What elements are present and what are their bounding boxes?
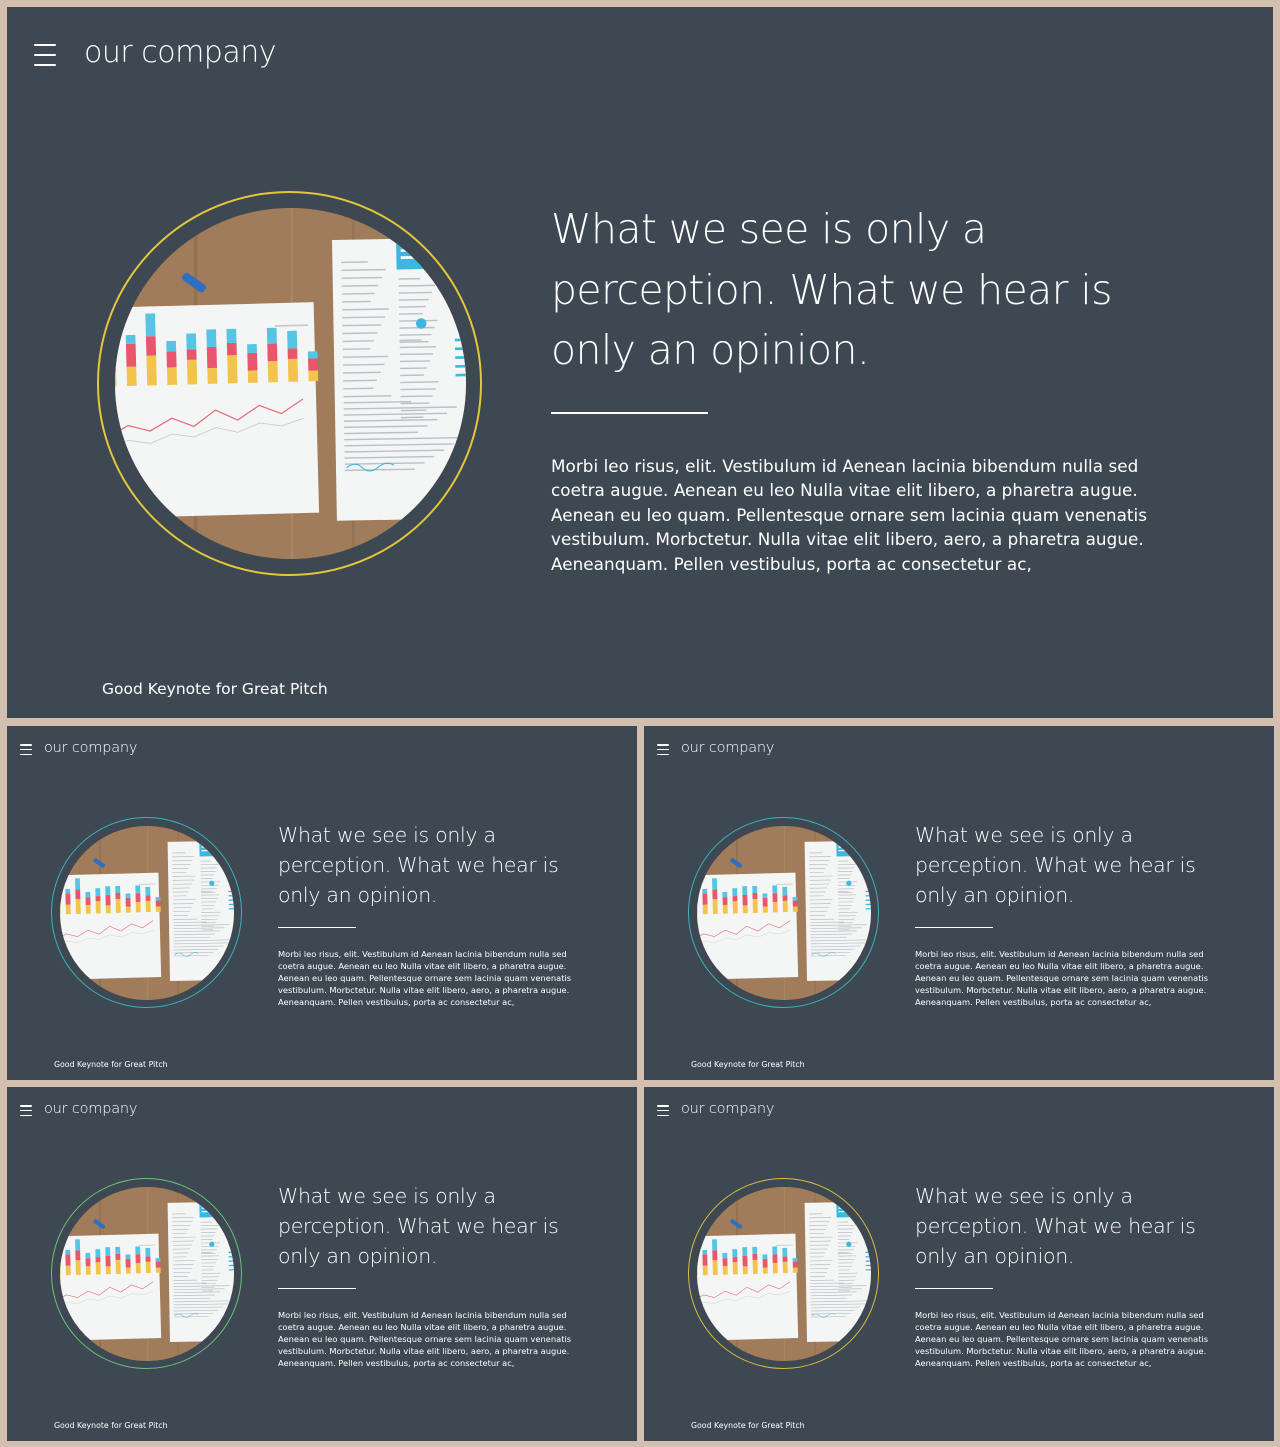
divider-line: [278, 927, 356, 928]
photo-circle: [115, 208, 466, 559]
slide-title: our company: [681, 1101, 775, 1117]
slide-footer: Good Keynote for Great Pitch: [54, 1060, 168, 1069]
slide-headline: What we see is only a perception. What we hear is only an opinion.: [915, 1184, 1196, 1268]
slide-footer: Good Keynote for Great Pitch: [691, 1421, 805, 1430]
hamburger-menu-icon[interactable]: [20, 744, 32, 755]
hamburger-menu-icon[interactable]: [20, 1105, 32, 1116]
photo-circle: [60, 826, 234, 1000]
divider-line: [278, 1288, 356, 1289]
hamburger-menu-icon[interactable]: [657, 1105, 669, 1116]
slide-footer: Good Keynote for Great Pitch: [102, 680, 328, 698]
slide-headline: What we see is only a perception. What we hear is only an opinion.: [915, 823, 1196, 907]
hamburger-menu-icon[interactable]: [657, 744, 669, 755]
slide-thumbnail-1[interactable]: [7, 726, 637, 1080]
slide-body-text: Morbi leo risus, elit. Vestibulum id Aenean lacinia bibendum nulla sed coetra augue. Aenean eu leo Nulla vitae elit libero, a pharetra augue. Aenean eu leo quam. Pellentesque ornare sem lacinia quam venenatis vestibulum. Morbctetur. Nulla vitae elit libero, aero, a pharetra augue. Aeneanquam. Pellen vestibulus, porta ac consectetur ac,: [915, 1310, 1209, 1369]
hamburger-menu-icon[interactable]: [34, 44, 56, 66]
slide-thumbnail-2[interactable]: [644, 726, 1274, 1080]
slide-thumbnail-4[interactable]: [644, 1087, 1274, 1441]
slide-body-text: Morbi leo risus, elit. Vestibulum id Aenean lacinia bibendum nulla sed coetra augue. Aenean eu leo Nulla vitae elit libero, a pharetra augue. Aenean eu leo quam. Pellentesque ornare sem lacinia quam venenatis vestibulum. Morbctetur. Nulla vitae elit libero, aero, a pharetra augue. Aeneanquam. Pellen vestibulus, porta ac consectetur ac,: [551, 456, 1148, 574]
slide-body-text: Morbi leo risus, elit. Vestibulum id Aenean lacinia bibendum nulla sed coetra augue. Aenean eu leo Nulla vitae elit libero, a pharetra augue. Aenean eu leo quam. Pellentesque ornare sem lacinia quam venenatis vestibulum. Morbctetur. Nulla vitae elit libero, aero, a pharetra augue. Aeneanquam. Pellen vestibulus, porta ac consectetur ac,: [278, 949, 572, 1008]
divider-line: [915, 927, 993, 928]
slide-body-text: Morbi leo risus, elit. Vestibulum id Aenean lacinia bibendum nulla sed coetra augue. Aenean eu leo Nulla vitae elit libero, a pharetra augue. Aenean eu leo quam. Pellentesque ornare sem lacinia quam venenatis vestibulum. Morbctetur. Nulla vitae elit libero, aero, a pharetra augue. Aeneanquam. Pellen vestibulus, porta ac consectetur ac,: [915, 949, 1209, 1008]
slide-body-text: Morbi leo risus, elit. Vestibulum id Aenean lacinia bibendum nulla sed coetra augue. Aenean eu leo Nulla vitae elit libero, a pharetra augue. Aenean eu leo quam. Pellentesque ornare sem lacinia quam venenatis vestibulum. Morbctetur. Nulla vitae elit libero, aero, a pharetra augue. Aeneanquam. Pellen vestibulus, porta ac consectetur ac,: [278, 1310, 572, 1369]
divider-line: [551, 412, 708, 414]
slide-main[interactable]: [7, 7, 1273, 718]
slide-title: our company: [44, 740, 138, 756]
photo-circle: [697, 1187, 871, 1361]
divider-line: [915, 1288, 993, 1289]
slide-footer: Good Keynote for Great Pitch: [54, 1421, 168, 1430]
slide-headline: What we see is only a perception. What we hear is only an opinion.: [551, 205, 1112, 374]
slide-headline: What we see is only a perception. What we hear is only an opinion.: [278, 1184, 559, 1268]
slide-title: our company: [681, 740, 775, 756]
slide-title: our company: [44, 1101, 138, 1117]
slide-title: our company: [84, 35, 277, 70]
slide-footer: Good Keynote for Great Pitch: [691, 1060, 805, 1069]
slide-headline: What we see is only a perception. What we hear is only an opinion.: [278, 823, 559, 907]
slide-thumbnail-3[interactable]: [7, 1087, 637, 1441]
photo-circle: [60, 1187, 234, 1361]
photo-circle: [697, 826, 871, 1000]
